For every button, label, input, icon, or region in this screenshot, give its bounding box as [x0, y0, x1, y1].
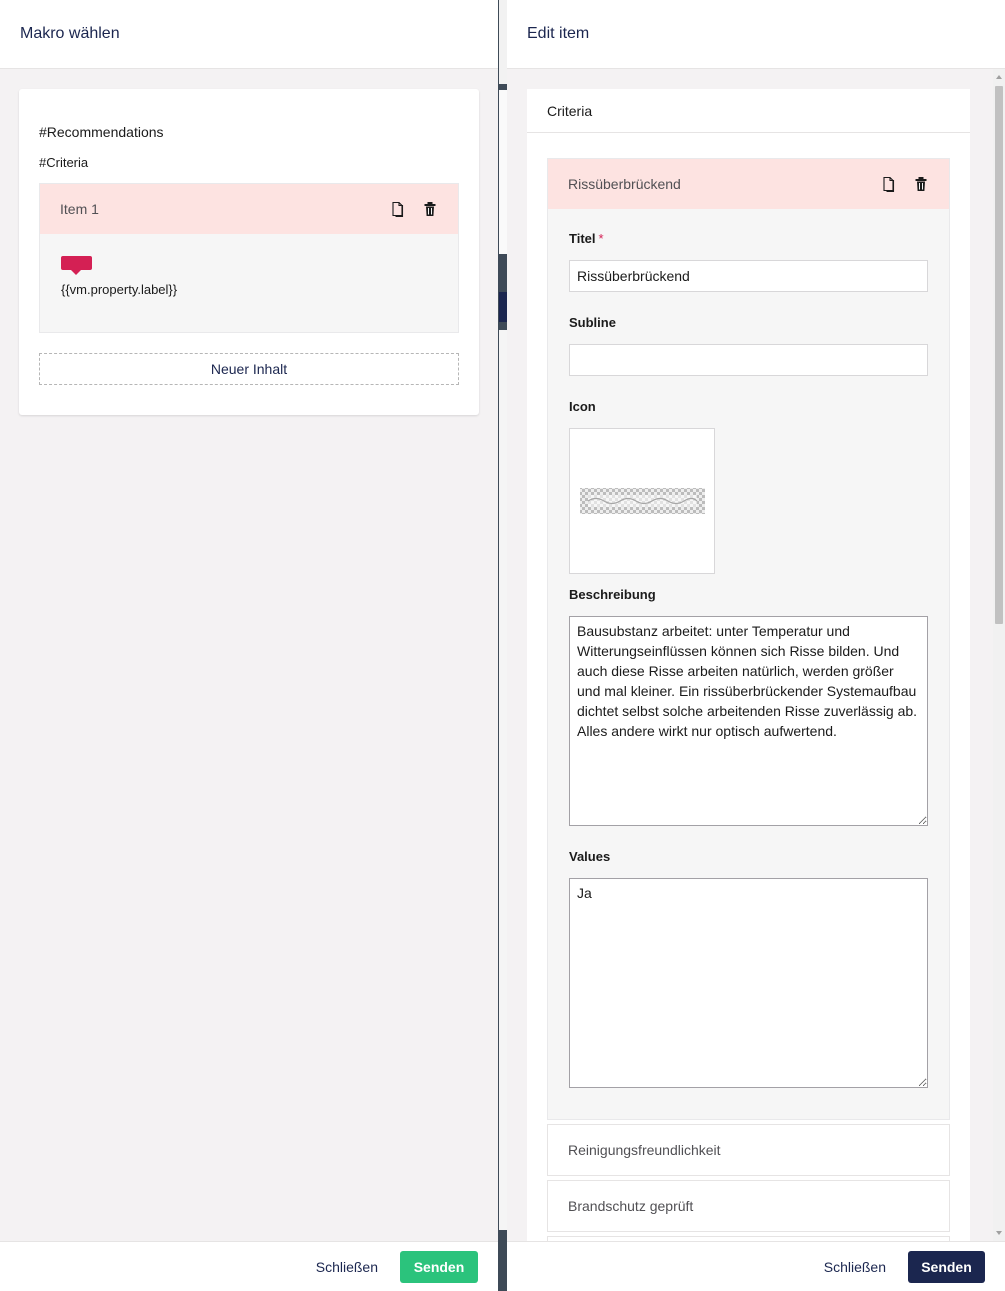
required-marker: *: [598, 231, 604, 246]
send-button[interactable]: Senden: [908, 1251, 985, 1283]
beschreibung-label: Beschreibung: [569, 587, 656, 602]
icon-label: Icon: [569, 399, 596, 414]
recommendations-label: #Recommendations: [39, 124, 164, 140]
background-strip: [499, 0, 507, 84]
macro-panel-header: [0, 0, 498, 69]
scrollbar[interactable]: [993, 69, 1005, 1241]
macro-footer: [0, 1241, 498, 1291]
criteria-section-title: Criteria: [527, 89, 970, 133]
new-content-button[interactable]: Neuer Inhalt: [39, 353, 459, 385]
item-actions: [390, 201, 438, 217]
edit-item-panel: [507, 0, 1005, 1291]
crack-bridge-icon: [570, 429, 716, 575]
beschreibung-textarea[interactable]: Bausubstanz arbeitet: unter Temperatur und Witterungseinflüssen können sich Risse bilden. Und auch diese Risse arbeiten natürlich, werden größer und mal kleiner. Ein rissüberbrückender Systemaufbau dichtet selbst solche arbeitenden Risse zuverlässig ab. Alles andere wirkt nur optisch aufwertend.: [569, 616, 928, 826]
scroll-thumb[interactable]: [995, 86, 1003, 624]
background-strip: [499, 90, 507, 254]
close-button[interactable]: Schließen: [315, 1258, 378, 1275]
values-label: Values: [569, 849, 611, 864]
copy-icon[interactable]: [881, 176, 897, 192]
item-title: Item 1: [60, 201, 99, 217]
criteria-item-brandschutz[interactable]: Brandschutz geprüft: [547, 1180, 950, 1232]
titel-label-text: Titel: [569, 231, 596, 246]
copy-icon[interactable]: [390, 201, 406, 217]
background-strip: [499, 330, 507, 1230]
scroll-up-arrow-icon[interactable]: [996, 75, 1002, 79]
titel-label: [569, 231, 604, 246]
macro-card: [19, 89, 479, 415]
criteria-section-body: [527, 133, 970, 1241]
trash-icon[interactable]: [913, 176, 929, 192]
criteria-item-reinigungsfreundlichkeit[interactable]: Reinigungsfreundlichkeit: [547, 1124, 950, 1176]
criteria-item-form: [548, 209, 949, 1119]
scroll-down-arrow-icon[interactable]: [996, 1231, 1002, 1235]
subline-label: Subline: [569, 315, 616, 330]
titel-input[interactable]: Rissüberbrückend: [569, 260, 928, 292]
subline-input[interactable]: [569, 344, 928, 376]
criteria-item-header[interactable]: [548, 159, 949, 209]
background-strip: [499, 292, 507, 322]
edit-item-header: [507, 0, 1005, 69]
property-label: {{vm.property.label}}: [61, 282, 178, 297]
item-block: [39, 183, 459, 333]
criteria-item-title: Rissüberbrückend: [568, 176, 681, 192]
icon-picker[interactable]: [569, 428, 715, 574]
macro-panel: [0, 0, 498, 1291]
edit-item-title: Edit item: [527, 25, 590, 42]
criteria-label: #Criteria: [39, 155, 89, 170]
values-textarea[interactable]: Ja: [569, 878, 928, 1088]
trash-icon[interactable]: [422, 201, 438, 217]
speech-bubble-icon: [61, 256, 92, 270]
edit-item-content: [527, 89, 970, 1241]
criteria-item-actions: [881, 176, 929, 192]
edit-item-footer: [507, 1241, 1005, 1291]
close-button[interactable]: Schließen: [823, 1258, 886, 1275]
criteria-item-expanded: [547, 158, 950, 1120]
macro-panel-title: Makro wählen: [20, 25, 120, 42]
item-header[interactable]: [40, 184, 458, 234]
send-button[interactable]: Senden: [400, 1251, 478, 1283]
